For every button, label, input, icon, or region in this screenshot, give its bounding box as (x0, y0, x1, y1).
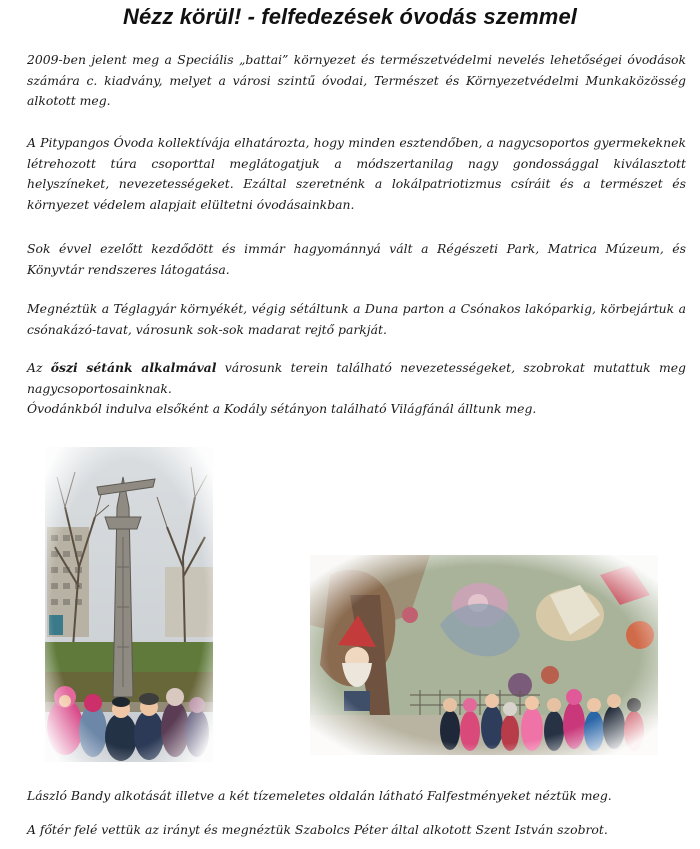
paragraph-murals: László Bandy alkotását illetve a két tízemeletes oldalán látható Falfestményeket néztük meg. (27, 788, 612, 803)
paragraph-autumn-walk (27, 358, 686, 399)
photo-mural (310, 555, 658, 755)
photo-mural-image (310, 555, 658, 755)
paragraph-walks: Megnéztük a Téglagyár környékét, végig sétáltunk a Duna parton a Csónakos lakóparkig, körbejártuk a csónakázó-tavat, városunk sok-sok madarat rejtő parkját. (27, 301, 686, 337)
photo-world-tree (45, 447, 213, 762)
paragraph-tradition: Sok évvel ezelőtt kezdődött és immár hagyománnyá vált a Régészeti Park, Matrica Múzeum, és Könyvtár rendszeres látogatása. (27, 241, 686, 277)
photo-world-tree-image (45, 447, 213, 762)
paragraph-autumn-prefix: Az (27, 360, 43, 375)
paragraph-autumn-suffix: városunk terein található nevezetességeket, szobrokat mutattuk meg nagycsoportosainknak. (27, 360, 686, 396)
paragraph-world-tree: Óvodánkból indulva elsőként a Kodály sétányon található Világfánál álltunk meg. (27, 401, 537, 416)
paragraph-intro: 2009-ben jelent meg a Speciális „battai” környezet és természetvédelmi nevelés lehetőségei óvodások számára c. kiadvány, melyet a városi szintű óvodai, Természet és Környezetvédelmi Munkaközösség alkotott meg. (27, 52, 686, 108)
paragraph-autumn-bold: őszi sétánk alkalmával (50, 360, 217, 375)
paragraph-statue: A főtér felé vettük az irányt és megnéztük Szabolcs Péter által alkotott Szent István szobrot. (27, 822, 608, 837)
paragraph-kindergarten: A Pitypangos Óvoda kollektívája elhatározta, hogy minden esztendőben, a nagycsoportos gyermekeknek létrehozott túra csoporttal meglátogatjuk a módszertanilag nagy gondossággal kiválasztott helyszíneket, nevezetességeket. Ezáltal szeretnénk a lokálpatriotizmus csíráit és a természet és környezet védelem alapjait elültetni óvodásainkban. (27, 135, 686, 212)
page-title: Nézz körül! - felfedezések óvodás szemmel (122, 4, 578, 29)
